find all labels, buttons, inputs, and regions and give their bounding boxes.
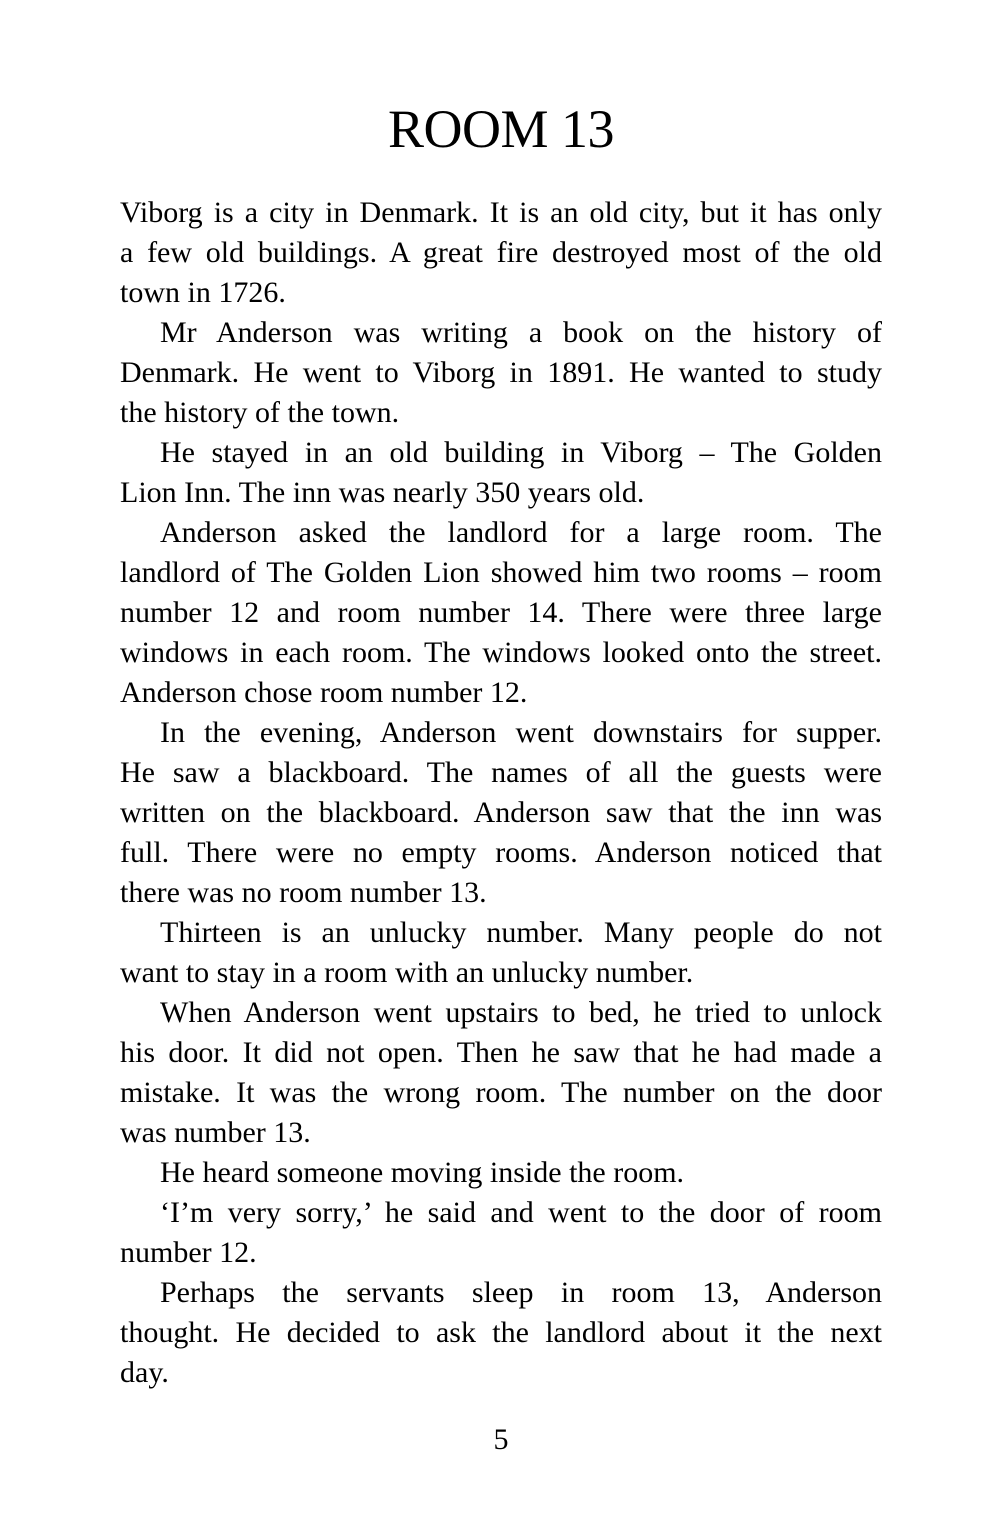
paragraph — [120, 713, 882, 913]
paragraph — [120, 993, 882, 1153]
text-line: Lion Inn. The inn was nearly 350 years old. — [120, 476, 645, 510]
text-line: there was no room number 13. — [120, 876, 487, 910]
text-line: He saw a blackboard. The names of all the guests were — [120, 756, 882, 790]
text-line: the history of the town. — [120, 396, 400, 430]
text-line: a few old buildings. A great fire destroyed most of the old — [120, 236, 882, 270]
text-line: number 12 and room number 14. There were three large — [120, 596, 882, 630]
text-line: In the evening, Anderson went downstairs for supper. — [160, 716, 882, 750]
paragraph — [120, 433, 882, 513]
text-line: thought. He decided to ask the landlord about it the next — [120, 1316, 882, 1350]
paragraph — [120, 913, 882, 993]
text-line: town in 1726. — [120, 276, 286, 310]
text-line: number 12. — [120, 1236, 257, 1270]
text-line: ‘I’m very sorry,’ he said and went to the door of room — [160, 1196, 882, 1230]
text-line: Anderson chose room number 12. — [120, 676, 528, 710]
text-line: his door. It did not open. Then he saw that he had made a — [120, 1036, 882, 1070]
paragraph — [120, 1273, 882, 1393]
paragraph — [120, 513, 882, 713]
text-line: was number 13. — [120, 1116, 311, 1150]
text-line: Viborg is a city in Denmark. It is an old city, but it has only — [120, 196, 882, 230]
text-line: want to stay in a room with an unlucky number. — [120, 956, 694, 990]
text-line: written on the blackboard. Anderson saw that the inn was — [120, 796, 882, 830]
page-title: ROOM 13 — [387, 99, 615, 159]
text-line: day. — [120, 1356, 169, 1390]
paragraph — [120, 313, 882, 433]
text-line: Denmark. He went to Viborg in 1891. He wanted to study — [120, 356, 882, 390]
text-line: Anderson asked the landlord for a large room. The — [160, 516, 882, 550]
text-line: Perhaps the servants sleep in room 13, Anderson — [160, 1276, 882, 1310]
text-line: landlord of The Golden Lion showed him two rooms – room — [120, 556, 882, 590]
text-line: He stayed in an old building in Viborg – The Golden — [160, 436, 882, 470]
paragraph — [120, 1153, 882, 1193]
body-text — [120, 193, 882, 1393]
page-number: 5 — [493, 1423, 509, 1456]
paragraph — [120, 193, 882, 313]
text-line: full. There were no empty rooms. Anderson noticed that — [120, 836, 882, 870]
text-line: When Anderson went upstairs to bed, he tried to unlock — [160, 996, 882, 1030]
text-line: Thirteen is an unlucky number. Many people do not — [160, 916, 882, 950]
text-line: Mr Anderson was writing a book on the history of — [160, 316, 882, 350]
text-line: He heard someone moving inside the room. — [160, 1156, 685, 1190]
paragraph — [120, 1193, 882, 1273]
text-line: mistake. It was the wrong room. The number on the door — [120, 1076, 882, 1110]
text-line: windows in each room. The windows looked onto the street. — [120, 636, 882, 670]
